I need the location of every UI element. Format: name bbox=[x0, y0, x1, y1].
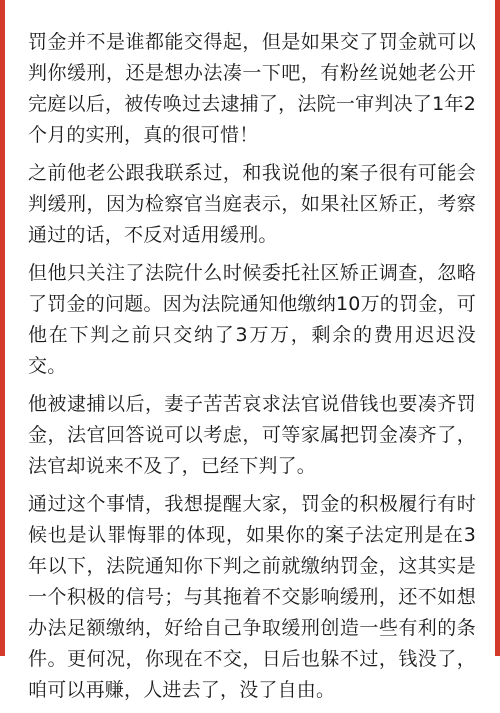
paragraph-3: 但他只关注了法院什么时候委托社区矫正调查，忽略了罚金的问题。因为法院通知他缴纳10万的罚金，可他在下判之前只交纳了3万万，剩余的费用迟迟没交。 bbox=[28, 262, 476, 377]
paragraph-1: 罚金并不是谁都能交得起，但是如果交了罚金就可以判你缓刑，还是想办法凑一下吧，有粉丝说她老公开完庭以后，被传唤过去逮捕了，法院一审判决了1年2个月的实刑，真的很可惜！ bbox=[28, 31, 476, 146]
paragraph-4: 他被逮捕以后，妻子苦苦哀求法官说借钱也要凑齐罚金，法官回答说可以考虑，可等家属把罚金凑齐了，法官却说来不及了，已经下判了。 bbox=[28, 393, 476, 477]
paragraph-5: 通过这个事情，我想提醒大家，罚金的积极履行有时候也是认罪悔罪的体现，如果你的案子法定刑是在3年以下，法院通知你下判之前就缴纳罚金，这其实是一个积极的信号；与其拖着不交影响缓刑，还不如想办法足额缴纳，好给自己争取缓刑创造一些有利的条件。更何况，你现在不交，日后也躲不过，钱没了，咱可以再赚，人进去了，没了自由。 bbox=[28, 493, 476, 701]
paragraph-2: 之前他老公跟我联系过，和我说他的案子很有可能会判缓刑，因为检察官当庭表示，如果社区矫正，考察通过的话，不反对适用缓刑。 bbox=[28, 162, 476, 246]
article-body bbox=[28, 27, 476, 713]
